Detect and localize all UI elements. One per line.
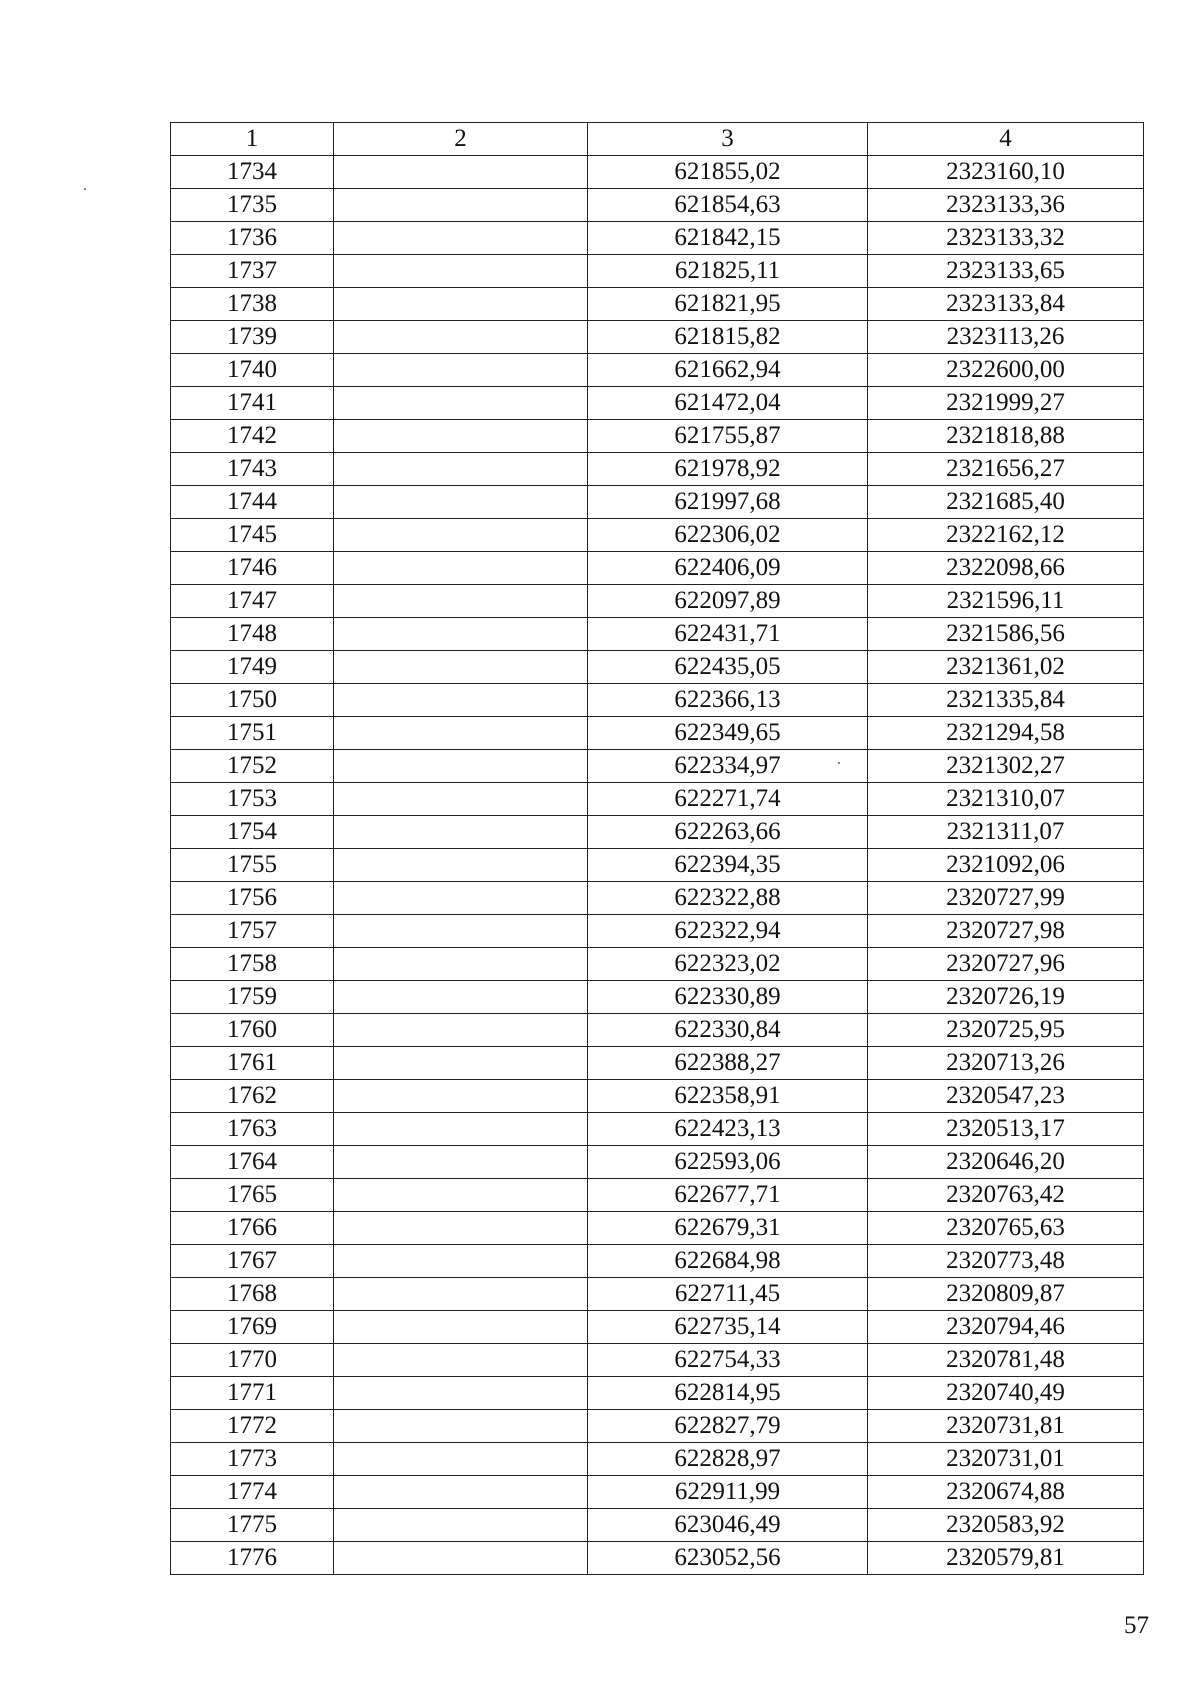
x-coordinate-cell: 621842,15 — [588, 222, 868, 255]
x-coordinate-cell: 622911,99 — [588, 1476, 868, 1509]
x-coordinate-cell: 621825,11 — [588, 255, 868, 288]
point-number-cell: 1771 — [171, 1377, 334, 1410]
table-row — [171, 684, 1144, 717]
point-number-cell: 1749 — [171, 651, 334, 684]
y-coordinate-cell: 2320547,23 — [868, 1080, 1144, 1113]
name-cell — [334, 1278, 588, 1311]
point-number-cell: 1755 — [171, 849, 334, 882]
y-coordinate-cell: 2321361,02 — [868, 651, 1144, 684]
table-row — [171, 1311, 1144, 1344]
name-cell — [334, 1509, 588, 1542]
point-number-cell: 1764 — [171, 1146, 334, 1179]
table-row — [171, 1179, 1144, 1212]
column-header-4: 4 — [868, 123, 1144, 156]
name-cell — [334, 717, 588, 750]
name-cell — [334, 288, 588, 321]
x-coordinate-cell: 622711,45 — [588, 1278, 868, 1311]
y-coordinate-cell: 2320763,42 — [868, 1179, 1144, 1212]
name-cell — [334, 519, 588, 552]
y-coordinate-cell: 2321092,06 — [868, 849, 1144, 882]
y-coordinate-cell: 2320727,96 — [868, 948, 1144, 981]
y-coordinate-cell: 2321596,11 — [868, 585, 1144, 618]
y-coordinate-cell: 2320773,48 — [868, 1245, 1144, 1278]
table-row — [171, 1146, 1144, 1179]
table-row — [171, 453, 1144, 486]
name-cell — [334, 387, 588, 420]
table-header-row — [171, 123, 1144, 156]
x-coordinate-cell: 622814,95 — [588, 1377, 868, 1410]
column-header-1: 1 — [171, 123, 334, 156]
x-coordinate-cell: 622435,05 — [588, 651, 868, 684]
x-coordinate-cell: 622358,91 — [588, 1080, 868, 1113]
point-number-cell: 1766 — [171, 1212, 334, 1245]
x-coordinate-cell: 622322,88 — [588, 882, 868, 915]
point-number-cell: 1739 — [171, 321, 334, 354]
point-number-cell: 1742 — [171, 420, 334, 453]
point-number-cell: 1776 — [171, 1542, 334, 1575]
name-cell — [334, 849, 588, 882]
name-cell — [334, 618, 588, 651]
x-coordinate-cell: 623046,49 — [588, 1509, 868, 1542]
name-cell — [334, 684, 588, 717]
table-row — [171, 1212, 1144, 1245]
name-cell — [334, 1311, 588, 1344]
point-number-cell: 1748 — [171, 618, 334, 651]
point-number-cell: 1743 — [171, 453, 334, 486]
x-coordinate-cell: 622388,27 — [588, 1047, 868, 1080]
coordinates-table — [170, 122, 1144, 1575]
x-coordinate-cell: 622423,13 — [588, 1113, 868, 1146]
name-cell — [334, 651, 588, 684]
name-cell — [334, 948, 588, 981]
table-row — [171, 321, 1144, 354]
y-coordinate-cell: 2321294,58 — [868, 717, 1144, 750]
y-coordinate-cell: 2321656,27 — [868, 453, 1144, 486]
table-row — [171, 420, 1144, 453]
name-cell — [334, 552, 588, 585]
y-coordinate-cell: 2322162,12 — [868, 519, 1144, 552]
table-row — [171, 1509, 1144, 1542]
table-row — [171, 585, 1144, 618]
point-number-cell: 1736 — [171, 222, 334, 255]
x-coordinate-cell: 622366,13 — [588, 684, 868, 717]
point-number-cell: 1751 — [171, 717, 334, 750]
y-coordinate-cell: 2320646,20 — [868, 1146, 1144, 1179]
point-number-cell: 1767 — [171, 1245, 334, 1278]
y-coordinate-cell: 2321818,88 — [868, 420, 1144, 453]
table-row — [171, 1344, 1144, 1377]
name-cell — [334, 255, 588, 288]
table-row — [171, 1047, 1144, 1080]
y-coordinate-cell: 2321335,84 — [868, 684, 1144, 717]
table-row — [171, 717, 1144, 750]
y-coordinate-cell: 2320579,81 — [868, 1542, 1144, 1575]
name-cell — [334, 354, 588, 387]
point-number-cell: 1735 — [171, 189, 334, 222]
y-coordinate-cell: 2320583,92 — [868, 1509, 1144, 1542]
name-cell — [334, 1179, 588, 1212]
point-number-cell: 1744 — [171, 486, 334, 519]
x-coordinate-cell: 622754,33 — [588, 1344, 868, 1377]
x-coordinate-cell: 622334,97 — [588, 750, 868, 783]
table-row — [171, 849, 1144, 882]
point-number-cell: 1768 — [171, 1278, 334, 1311]
name-cell — [334, 1047, 588, 1080]
y-coordinate-cell: 2320713,26 — [868, 1047, 1144, 1080]
name-cell — [334, 1377, 588, 1410]
y-coordinate-cell: 2320731,81 — [868, 1410, 1144, 1443]
name-cell — [334, 222, 588, 255]
x-coordinate-cell: 622271,74 — [588, 783, 868, 816]
scan-speck — [84, 188, 86, 190]
point-number-cell: 1758 — [171, 948, 334, 981]
name-cell — [334, 981, 588, 1014]
point-number-cell: 1772 — [171, 1410, 334, 1443]
name-cell — [334, 1344, 588, 1377]
table-row — [171, 618, 1144, 651]
point-number-cell: 1774 — [171, 1476, 334, 1509]
x-coordinate-cell: 621978,92 — [588, 453, 868, 486]
point-number-cell: 1737 — [171, 255, 334, 288]
x-coordinate-cell: 621997,68 — [588, 486, 868, 519]
point-number-cell: 1747 — [171, 585, 334, 618]
x-coordinate-cell: 622684,98 — [588, 1245, 868, 1278]
point-number-cell: 1773 — [171, 1443, 334, 1476]
y-coordinate-cell: 2320781,48 — [868, 1344, 1144, 1377]
table-row — [171, 915, 1144, 948]
name-cell — [334, 882, 588, 915]
table-row — [171, 156, 1144, 189]
y-coordinate-cell: 2323133,32 — [868, 222, 1144, 255]
name-cell — [334, 816, 588, 849]
name-cell — [334, 1542, 588, 1575]
y-coordinate-cell: 2320740,49 — [868, 1377, 1144, 1410]
x-coordinate-cell: 622394,35 — [588, 849, 868, 882]
y-coordinate-cell: 2323113,26 — [868, 321, 1144, 354]
point-number-cell: 1770 — [171, 1344, 334, 1377]
x-coordinate-cell: 622263,66 — [588, 816, 868, 849]
name-cell — [334, 486, 588, 519]
name-cell — [334, 453, 588, 486]
table-row — [171, 1014, 1144, 1047]
x-coordinate-cell: 622735,14 — [588, 1311, 868, 1344]
y-coordinate-cell: 2320725,95 — [868, 1014, 1144, 1047]
name-cell — [334, 156, 588, 189]
point-number-cell: 1753 — [171, 783, 334, 816]
name-cell — [334, 1014, 588, 1047]
x-coordinate-cell: 622323,02 — [588, 948, 868, 981]
table-row — [171, 1476, 1144, 1509]
x-coordinate-cell: 622679,31 — [588, 1212, 868, 1245]
name-cell — [334, 1212, 588, 1245]
x-coordinate-cell: 622322,94 — [588, 915, 868, 948]
x-coordinate-cell: 622431,71 — [588, 618, 868, 651]
point-number-cell: 1769 — [171, 1311, 334, 1344]
y-coordinate-cell: 2320727,98 — [868, 915, 1144, 948]
point-number-cell: 1746 — [171, 552, 334, 585]
name-cell — [334, 585, 588, 618]
point-number-cell: 1752 — [171, 750, 334, 783]
point-number-cell: 1761 — [171, 1047, 334, 1080]
point-number-cell: 1765 — [171, 1179, 334, 1212]
table-row — [171, 948, 1144, 981]
x-coordinate-cell: 622349,65 — [588, 717, 868, 750]
y-coordinate-cell: 2320765,63 — [868, 1212, 1144, 1245]
table-row — [171, 1278, 1144, 1311]
point-number-cell: 1756 — [171, 882, 334, 915]
name-cell — [334, 1245, 588, 1278]
table-row — [171, 222, 1144, 255]
y-coordinate-cell: 2320513,17 — [868, 1113, 1144, 1146]
name-cell — [334, 1410, 588, 1443]
table-row — [171, 750, 1144, 783]
name-cell — [334, 1443, 588, 1476]
x-coordinate-cell: 621662,94 — [588, 354, 868, 387]
name-cell — [334, 750, 588, 783]
table-row — [171, 1377, 1144, 1410]
point-number-cell: 1734 — [171, 156, 334, 189]
table-row — [171, 882, 1144, 915]
y-coordinate-cell: 2320731,01 — [868, 1443, 1144, 1476]
column-header-3: 3 — [588, 123, 868, 156]
name-cell — [334, 321, 588, 354]
y-coordinate-cell: 2322098,66 — [868, 552, 1144, 585]
point-number-cell: 1754 — [171, 816, 334, 849]
y-coordinate-cell: 2321586,56 — [868, 618, 1144, 651]
x-coordinate-cell: 621472,04 — [588, 387, 868, 420]
point-number-cell: 1738 — [171, 288, 334, 321]
point-number-cell: 1763 — [171, 1113, 334, 1146]
name-cell — [334, 915, 588, 948]
y-coordinate-cell: 2323133,36 — [868, 189, 1144, 222]
name-cell — [334, 1113, 588, 1146]
x-coordinate-cell: 622097,89 — [588, 585, 868, 618]
y-coordinate-cell: 2322600,00 — [868, 354, 1144, 387]
x-coordinate-cell: 623052,56 — [588, 1542, 868, 1575]
table-body — [171, 156, 1144, 1575]
point-number-cell: 1757 — [171, 915, 334, 948]
x-coordinate-cell: 621854,63 — [588, 189, 868, 222]
x-coordinate-cell: 622593,06 — [588, 1146, 868, 1179]
y-coordinate-cell: 2323160,10 — [868, 156, 1144, 189]
x-coordinate-cell: 621815,82 — [588, 321, 868, 354]
x-coordinate-cell: 622406,09 — [588, 552, 868, 585]
name-cell — [334, 189, 588, 222]
y-coordinate-cell: 2320794,46 — [868, 1311, 1144, 1344]
x-coordinate-cell: 622330,89 — [588, 981, 868, 1014]
table-row — [171, 255, 1144, 288]
y-coordinate-cell: 2320726,19 — [868, 981, 1144, 1014]
table-row — [171, 1080, 1144, 1113]
y-coordinate-cell: 2321310,07 — [868, 783, 1144, 816]
x-coordinate-cell: 622330,84 — [588, 1014, 868, 1047]
x-coordinate-cell: 622677,71 — [588, 1179, 868, 1212]
table-row — [171, 552, 1144, 585]
table-row — [171, 1410, 1144, 1443]
table-row — [171, 1113, 1144, 1146]
y-coordinate-cell: 2321999,27 — [868, 387, 1144, 420]
table-row — [171, 816, 1144, 849]
column-header-2: 2 — [334, 123, 588, 156]
table-row — [171, 486, 1144, 519]
point-number-cell: 1759 — [171, 981, 334, 1014]
point-number-cell: 1760 — [171, 1014, 334, 1047]
name-cell — [334, 1080, 588, 1113]
x-coordinate-cell: 622827,79 — [588, 1410, 868, 1443]
table-row — [171, 354, 1144, 387]
y-coordinate-cell: 2321302,27 — [868, 750, 1144, 783]
name-cell — [334, 420, 588, 453]
point-number-cell: 1740 — [171, 354, 334, 387]
y-coordinate-cell: 2320674,88 — [868, 1476, 1144, 1509]
x-coordinate-cell: 622828,97 — [588, 1443, 868, 1476]
name-cell — [334, 1146, 588, 1179]
x-coordinate-cell: 621821,95 — [588, 288, 868, 321]
table-row — [171, 1542, 1144, 1575]
x-coordinate-cell: 621755,87 — [588, 420, 868, 453]
name-cell — [334, 783, 588, 816]
x-coordinate-cell: 622306,02 — [588, 519, 868, 552]
y-coordinate-cell: 2321311,07 — [868, 816, 1144, 849]
table-row — [171, 288, 1144, 321]
y-coordinate-cell: 2323133,84 — [868, 288, 1144, 321]
y-coordinate-cell: 2321685,40 — [868, 486, 1144, 519]
table-row — [171, 1245, 1144, 1278]
y-coordinate-cell: 2320809,87 — [868, 1278, 1144, 1311]
y-coordinate-cell: 2323133,65 — [868, 255, 1144, 288]
table-row — [171, 519, 1144, 552]
point-number-cell: 1775 — [171, 1509, 334, 1542]
y-coordinate-cell: 2320727,99 — [868, 882, 1144, 915]
table-row — [171, 1443, 1144, 1476]
table-row — [171, 783, 1144, 816]
point-number-cell: 1741 — [171, 387, 334, 420]
table-row — [171, 189, 1144, 222]
table-row — [171, 981, 1144, 1014]
point-number-cell: 1762 — [171, 1080, 334, 1113]
table-row — [171, 651, 1144, 684]
page-number: 57 — [1124, 1612, 1149, 1639]
x-coordinate-cell: 621855,02 — [588, 156, 868, 189]
point-number-cell: 1750 — [171, 684, 334, 717]
point-number-cell: 1745 — [171, 519, 334, 552]
table-row — [171, 387, 1144, 420]
name-cell — [334, 1476, 588, 1509]
